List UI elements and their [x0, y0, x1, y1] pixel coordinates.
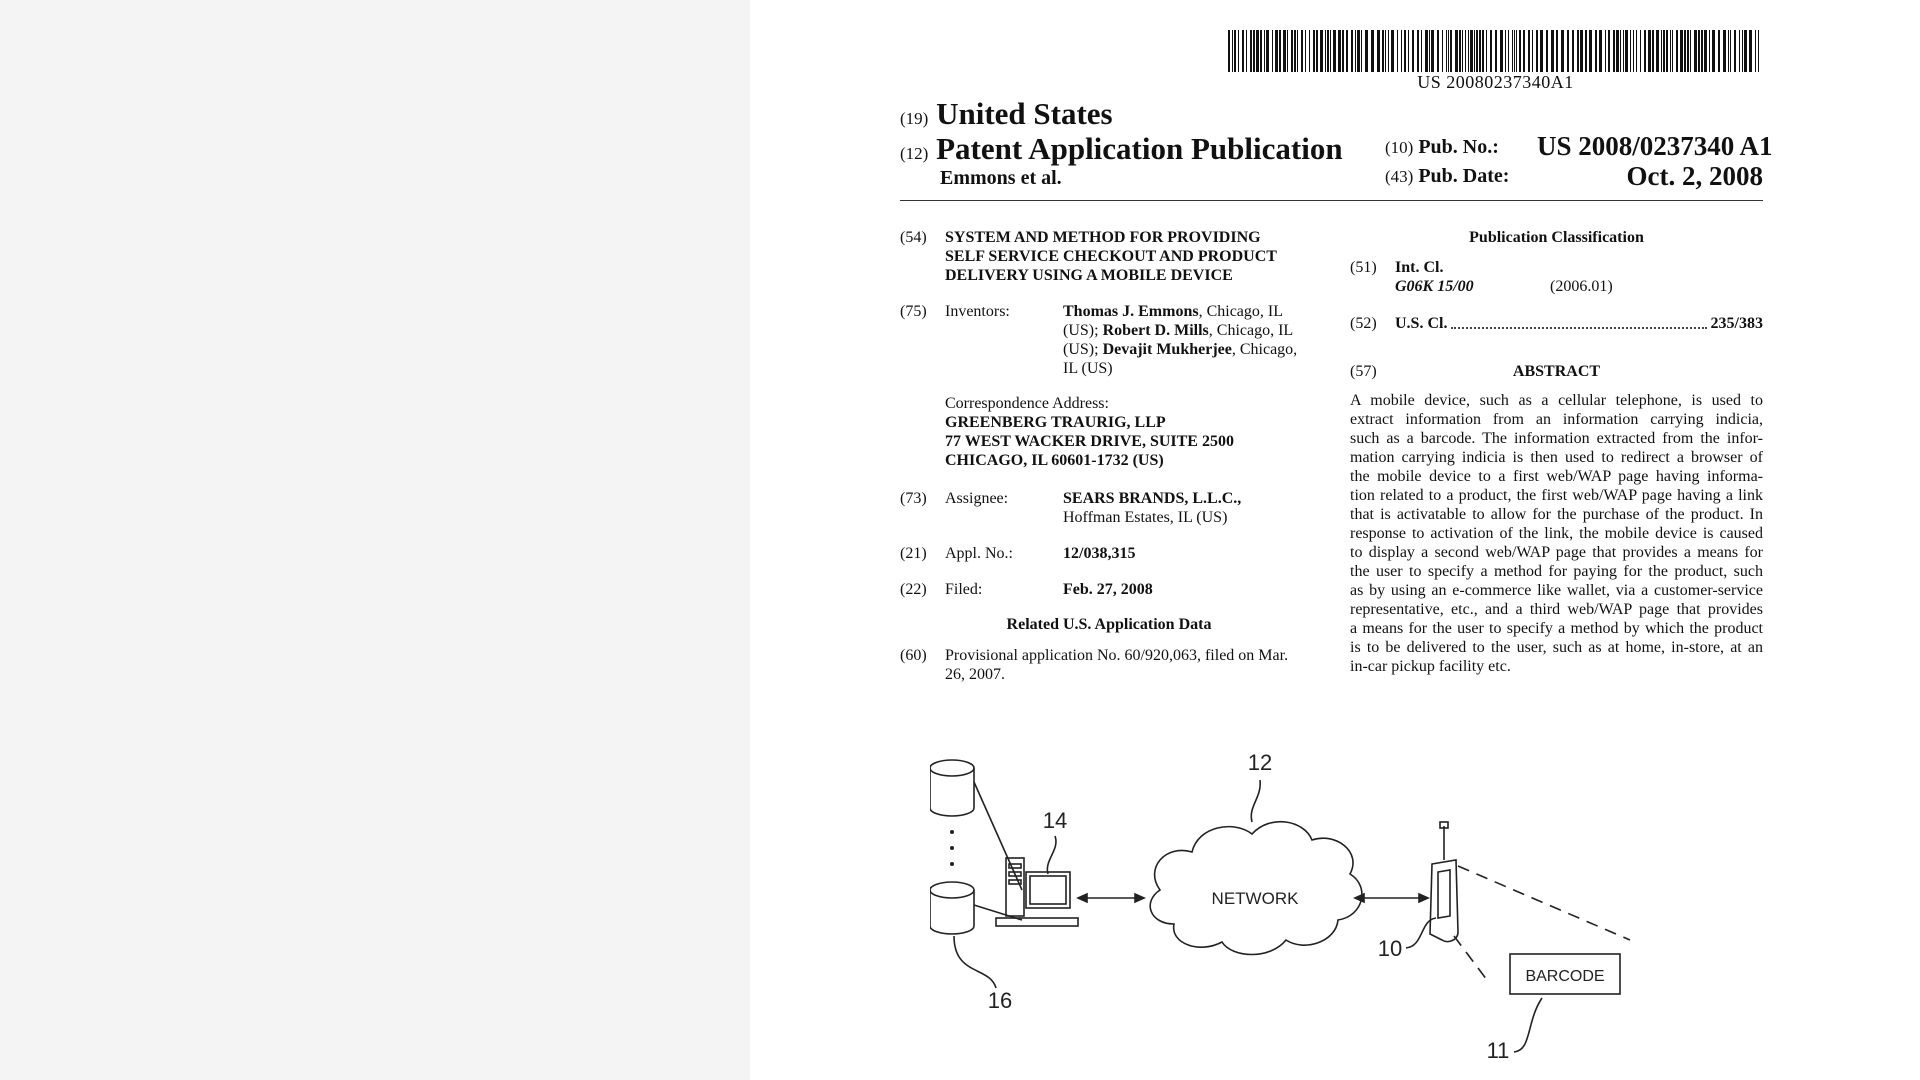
barcode-stripe — [1712, 30, 1715, 72]
pub-no-value: US 2008/0237340 A1 — [1537, 131, 1773, 161]
inventor-location: IL (US) — [1063, 360, 1113, 377]
barcode-stripe — [1734, 30, 1736, 72]
barcode-stripe — [1495, 30, 1497, 72]
barcode-stripe — [1577, 30, 1579, 72]
barcode-stripe — [1605, 30, 1606, 72]
barcode-stripe — [1316, 30, 1318, 72]
inventor-line — [1063, 321, 1297, 340]
barcode-stripe — [1694, 30, 1697, 72]
barcode-stripe — [1242, 30, 1244, 72]
barcode-stripe — [1287, 30, 1288, 72]
inventor-location: , Chicago, — [1231, 341, 1298, 358]
abstract-line: extract information from an information carrying indicia, — [1350, 411, 1763, 428]
title-code: (54) — [900, 229, 927, 246]
barcode-stripe — [1391, 30, 1394, 72]
barcode-stripe — [1437, 30, 1439, 72]
barcode-stripe — [1346, 30, 1348, 72]
barcode-stripe — [1595, 30, 1597, 72]
abstract-heading: ABSTRACT — [1512, 363, 1601, 380]
inventor-location: , Chicago, IL — [1198, 303, 1283, 320]
barcode-stripe — [1758, 30, 1759, 72]
invention-title — [945, 228, 1277, 285]
barcode-stripe — [1401, 30, 1402, 72]
reference-leader — [1047, 836, 1056, 874]
assignee-code: (73) — [900, 490, 927, 507]
barcode-stripe — [1490, 30, 1492, 72]
barcode-stripe — [1625, 30, 1628, 72]
barcode-stripe — [1377, 30, 1380, 72]
barcode-stripe — [1613, 30, 1615, 72]
country-code: (19) — [900, 109, 929, 128]
abstract-line: in-car pickup facility etc. — [1350, 658, 1511, 675]
inventor-location: , Chicago, IL — [1208, 322, 1294, 339]
barcode-stripe — [1572, 30, 1574, 72]
mobile-phone-icon — [1430, 822, 1458, 942]
barcode-stripe — [1723, 30, 1726, 72]
barcode-stripe — [1666, 30, 1668, 72]
inventor-name: Devajit Mukherjee — [1102, 341, 1232, 358]
barcode-stripe — [1730, 30, 1731, 72]
barcode-stripe — [1450, 30, 1452, 72]
pub-no-label-text: Pub. No.: — [1418, 136, 1499, 158]
computer-network-arrow — [1078, 894, 1144, 902]
uscl-row — [1395, 314, 1763, 333]
database-link-line — [974, 782, 1022, 890]
abstract-line: to display a second web/WAP page that provides a means for — [1350, 544, 1763, 561]
inventor-name: Thomas J. Emmons — [1063, 303, 1199, 320]
barcode-stripe — [1698, 30, 1700, 72]
barcode-stripe — [1704, 30, 1707, 72]
barcode-stripe — [1663, 30, 1665, 72]
inventors-label: Inventors: — [945, 303, 1010, 320]
assignee-name: SEARS BRANDS, L.L.C., — [1063, 490, 1242, 507]
barcode-stripe — [1459, 30, 1461, 72]
inventor-prefix: (US); — [1063, 341, 1103, 358]
barcode-stripe — [1684, 30, 1686, 72]
authors: Emmons et al. — [940, 167, 1062, 189]
scan-line — [1458, 866, 1630, 940]
front-page-figure — [930, 740, 1690, 1070]
inventors-list — [1063, 302, 1297, 378]
barcode-stripe — [1297, 30, 1298, 72]
barcode-stripe — [1500, 30, 1503, 72]
pub-type-code: (12) — [900, 144, 929, 163]
classification-heading: Publication Classification — [1469, 229, 1644, 246]
inventor-line — [1063, 340, 1297, 359]
database-icon — [930, 760, 974, 816]
barcode-stripe — [1476, 30, 1478, 72]
pub-date-label-text: Pub. Date: — [1418, 165, 1510, 187]
barcode-stripe — [1479, 30, 1481, 72]
barcode-stripe — [1636, 30, 1637, 72]
assignee-label: Assignee: — [945, 490, 1009, 507]
barcode-stripe — [1232, 30, 1233, 72]
provisional-line: Provisional application No. 60/920,063, filed on Mar. — [945, 647, 1289, 664]
abstract-line: mation carrying indicia is then used to redirect a browser of — [1350, 449, 1763, 466]
barcode-stripe — [1264, 30, 1265, 72]
reference-leader — [1406, 918, 1436, 948]
country-heading — [900, 96, 1113, 132]
pub-date-code: (43) — [1385, 167, 1414, 186]
barcode-stripe — [1556, 30, 1558, 72]
publication-type-heading — [900, 131, 1343, 167]
barcode-stripe — [1421, 30, 1422, 72]
barcode-stripe — [1532, 30, 1533, 72]
pub-no-label — [1385, 136, 1499, 159]
barcode-stripe — [1580, 30, 1583, 72]
barcode-stripe — [1561, 30, 1564, 72]
title-line: SYSTEM AND METHOD FOR PROVIDING — [945, 229, 1261, 246]
patent-page — [750, 0, 1920, 1080]
abstract-line: tion related to a product, the first web/WAP page having a link — [1350, 487, 1763, 504]
barcode-stripe — [1670, 30, 1671, 72]
barcode-stripe — [1640, 30, 1641, 72]
barcode-stripe — [1333, 30, 1336, 72]
barcode-stripe — [1585, 30, 1587, 72]
title-line: DELIVERY USING A MOBILE DEVICE — [945, 267, 1233, 284]
barcode-stripe — [1238, 30, 1239, 72]
uscl-code: (52) — [1350, 315, 1377, 332]
pub-type: Patent Application Publication — [936, 131, 1343, 166]
barcode-stripe — [1742, 30, 1743, 72]
barcode-stripe — [1338, 30, 1341, 72]
uscl-value: 235/383 — [1710, 315, 1763, 332]
barcode-stripe — [1523, 30, 1525, 72]
barcode-stripe — [1656, 30, 1659, 72]
barcode-stripe — [1486, 30, 1487, 72]
barcode-stripe — [1442, 30, 1443, 72]
barcode-stripe — [1589, 30, 1592, 72]
barcode-stripe — [1508, 30, 1509, 72]
reference-leader — [1514, 998, 1542, 1052]
correspondence-label: Correspondence Address: — [945, 395, 1109, 412]
abstract-line: A mobile device, such as a cellular telephone, is used to — [1350, 392, 1763, 409]
barcode-stripe — [1680, 30, 1683, 72]
ellipsis-dots — [950, 830, 954, 866]
title-line: SELF SERVICE CHECKOUT AND PRODUCT — [945, 248, 1277, 265]
assignee-value — [1063, 489, 1241, 527]
barcode-stripe — [1234, 30, 1236, 72]
barcode-stripe — [1260, 30, 1262, 72]
pub-no-code: (10) — [1385, 138, 1414, 157]
barcode-stripe — [1397, 30, 1398, 72]
barcode-stripe — [1382, 30, 1384, 72]
provisional-text — [945, 646, 1288, 684]
abstract-line: is to be delivered to the user, such as at home, in-store, at an — [1350, 639, 1763, 656]
barcode-stripe — [1512, 30, 1513, 72]
database-icon — [930, 882, 974, 934]
scan-line — [1454, 936, 1490, 984]
barcode-stripe — [1616, 30, 1619, 72]
filed-code: (22) — [900, 581, 927, 598]
intcl-year: (2006.01) — [1550, 278, 1613, 295]
barcode-stripe — [1519, 30, 1521, 72]
barcode-stripe — [1412, 30, 1414, 72]
abstract-line: the user to specify a method for paying for the product, such — [1350, 563, 1763, 580]
barcode-stripe — [1567, 30, 1569, 72]
network-label: NETWORK — [1211, 889, 1299, 908]
provisional-code: (60) — [900, 647, 927, 664]
barcode-stripe — [1648, 30, 1651, 72]
barcode-stripe — [1644, 30, 1646, 72]
barcode-stripe — [1652, 30, 1654, 72]
barcode-stripe — [1385, 30, 1386, 72]
barcode-stripe — [1246, 30, 1247, 72]
inventor-line — [1063, 302, 1297, 321]
filed-label: Filed: — [945, 581, 983, 598]
abstract-line: that is activatable to allow for the purchase of the product. In — [1350, 506, 1763, 523]
correspondence-line: CHICAGO, IL 60601-1732 (US) — [945, 452, 1164, 469]
barcode-stripe — [1365, 30, 1368, 72]
abstract-line: such as a barcode. The information extracted from the infor- — [1350, 430, 1763, 447]
barcode-stripe — [1448, 30, 1449, 72]
reference-numeral-database: 16 — [987, 988, 1013, 1013]
barcode-stripe — [1294, 30, 1296, 72]
barcode-stripe — [1283, 30, 1286, 72]
inventor-prefix: (US); — [1063, 322, 1103, 339]
barcode-stripe — [1676, 30, 1678, 72]
barcode-stripe — [1228, 30, 1230, 72]
barcode-stripe — [1327, 30, 1329, 72]
barcode-stripe — [1371, 30, 1374, 72]
barcode-stripe — [1357, 30, 1360, 72]
barcode-stripe — [1408, 30, 1409, 72]
barcode-stripe — [1388, 30, 1389, 72]
barcode-stripe — [1516, 30, 1517, 72]
barcode-stripe — [1462, 30, 1463, 72]
provisional-line: 26, 2007. — [945, 666, 1005, 683]
barcode-stripe — [1256, 30, 1259, 72]
barcode-stripe — [1536, 30, 1538, 72]
abstract-body — [1350, 391, 1763, 676]
barcode-stripe — [1355, 30, 1356, 72]
correspondence-line: GREENBERG TRAURIG, LLP — [945, 414, 1166, 431]
barcode-stripe — [1429, 30, 1430, 72]
barcode-stripe — [1272, 30, 1273, 72]
barcode-stripe — [1425, 30, 1428, 72]
appl-label: Appl. No.: — [945, 545, 1013, 562]
barcode-stripe — [1690, 30, 1691, 72]
barcode-stripe — [1514, 30, 1515, 72]
barcode-stripe — [1313, 30, 1315, 72]
barcode-stripe — [1455, 30, 1458, 72]
correspondence-block — [945, 394, 1234, 470]
barcode-stripe — [1687, 30, 1689, 72]
barcode-stripe — [1505, 30, 1506, 72]
intcl-label: Int. Cl. — [1395, 259, 1444, 276]
barcode-stripe — [1301, 30, 1303, 72]
barcode-stripe — [1330, 30, 1331, 72]
barcode-stripe — [1279, 30, 1281, 72]
barcode-graphic — [1228, 30, 1763, 72]
barcode-stripe — [1599, 30, 1602, 72]
barcode-stripe — [1325, 30, 1326, 72]
barcode-stripe — [1749, 30, 1752, 72]
barcode-stripe — [1482, 30, 1484, 72]
filed-date: Feb. 27, 2008 — [1063, 581, 1153, 598]
barcode-stripe — [1291, 30, 1293, 72]
barcode-stripe — [1728, 30, 1729, 72]
abstract-line: a means for the user to specify a method by which the product — [1350, 620, 1763, 637]
assignee-location: Hoffman Estates, IL (US) — [1063, 509, 1228, 526]
reference-numeral-network: 12 — [1247, 750, 1273, 775]
inventor-line — [1063, 359, 1297, 378]
country-name: United States — [936, 96, 1113, 131]
appl-number: 12/038,315 — [1063, 545, 1136, 562]
barcode-stripe — [1709, 30, 1710, 72]
uscl-label: U.S. Cl. — [1395, 315, 1448, 332]
barcode-stripe — [1470, 30, 1473, 72]
barcode-stripe — [1661, 30, 1662, 72]
appl-code: (21) — [900, 545, 927, 562]
barcode-stripe — [1361, 30, 1362, 72]
barcode-stripe — [1633, 30, 1634, 72]
abstract-line: response to activation of the link, the mobile device is caused — [1350, 525, 1763, 542]
barcode-box-label: BARCODE — [1525, 968, 1605, 985]
reference-numeral-barcode: 11 — [1486, 1038, 1510, 1063]
barcode-stripe — [1431, 30, 1434, 72]
barcode-stripe — [1623, 30, 1624, 72]
barcode-stripe — [1672, 30, 1673, 72]
barcode-stripe — [1266, 30, 1269, 72]
intcl-class: G06K 15/00 — [1395, 278, 1474, 295]
barcode-stripe — [1540, 30, 1543, 72]
barcode-stripe — [1718, 30, 1720, 72]
reference-leader — [1251, 780, 1260, 822]
barcode-stripe — [1608, 30, 1610, 72]
barcode-stripe — [1755, 30, 1756, 72]
barcode-stripe — [1417, 30, 1419, 72]
header-divider — [900, 200, 1763, 201]
network-phone-arrow — [1355, 894, 1428, 902]
barcode-stripe — [1342, 30, 1344, 72]
reference-leader — [954, 936, 996, 988]
barcode-stripe — [1620, 30, 1621, 72]
barcode-stripe — [1744, 30, 1747, 72]
intcl-code: (51) — [1350, 259, 1377, 276]
barcode-stripe — [1275, 30, 1278, 72]
barcode-stripe — [1739, 30, 1740, 72]
reference-numeral-phone: 10 — [1377, 936, 1403, 961]
abstract-line: as by using an e-commerce like wallet, via a customer-service — [1350, 582, 1763, 599]
barcode-stripe — [1250, 30, 1252, 72]
related-data-heading: Related U.S. Application Data — [1006, 616, 1212, 633]
abstract-line: representative, etc., and a third web/WAP page that provides — [1350, 601, 1763, 618]
inventors-code: (75) — [900, 303, 927, 320]
barcode-number: US 20080237340A1 — [1417, 72, 1574, 92]
reference-numeral-computer: 14 — [1042, 808, 1068, 833]
barcode-stripe — [1253, 30, 1255, 72]
barcode-stripe — [1446, 30, 1447, 72]
abstract-line: the mobile device to a first web/WAP page having informa- — [1350, 468, 1763, 485]
barcode-stripe — [1701, 30, 1703, 72]
inventor-name: Robert D. Mills — [1102, 322, 1209, 339]
barcode-stripe — [1528, 30, 1530, 72]
uscl-leader-dots — [1451, 314, 1706, 329]
barcode-stripe — [1630, 30, 1631, 72]
pub-date-value: Oct. 2, 2008 — [1626, 161, 1763, 191]
barcode-stripe — [1404, 30, 1406, 72]
barcode-stripe — [1309, 30, 1310, 72]
barcode-stripe — [1474, 30, 1475, 72]
computer-icon — [996, 858, 1078, 926]
barcode-stripe — [1320, 30, 1323, 72]
left-blank-panel — [0, 0, 750, 1080]
barcode-stripe — [1465, 30, 1466, 72]
correspondence-line: 77 WEST WACKER DRIVE, SUITE 2500 — [945, 433, 1234, 450]
barcode-stripe — [1551, 30, 1554, 72]
barcode-stripe — [1468, 30, 1469, 72]
pub-date-label — [1385, 165, 1509, 188]
barcode-stripe — [1546, 30, 1548, 72]
barcode-stripe — [1305, 30, 1306, 72]
barcode-stripe — [1351, 30, 1353, 72]
abstract-code: (57) — [1350, 363, 1377, 380]
